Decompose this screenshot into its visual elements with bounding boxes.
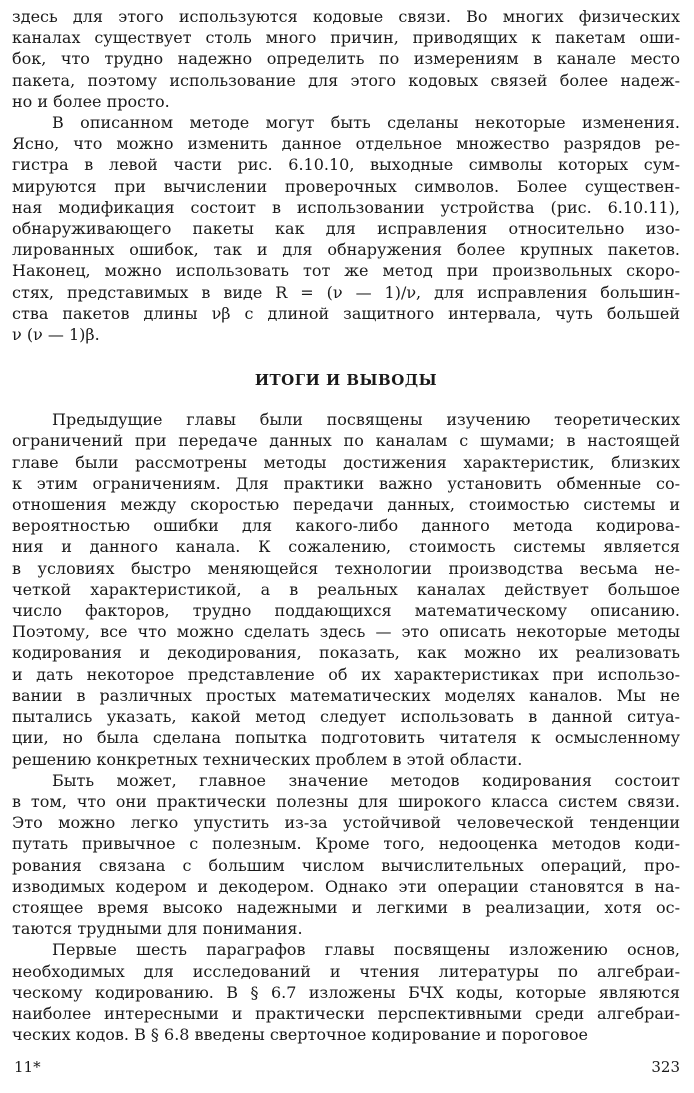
text-line: наиболее интересными и практически перспективными среди алгебраи- [12, 1003, 680, 1023]
text-line: ная модификация состоит в использовании устройства (рис. 6.10.11), [12, 197, 680, 217]
text-line: Ясно, что можно изменить данное отдельное множество разрядов ре- [12, 134, 680, 154]
text-line: четкой характеристикой, а в реальных каналах действует большое [12, 579, 680, 599]
text-line: стях, представимых в виде R = (ν — 1)/ν, для исправления большин- [12, 282, 680, 302]
spacer [12, 345, 680, 370]
text-line: в условиях быстро меняющейся технологии производства весьма не- [12, 558, 680, 578]
text-line: вании в различных простых математических моделях каналов. Мы не [12, 685, 680, 705]
text-line: пытались указать, какой метод следует использовать в данной ситуа- [12, 707, 680, 727]
paragraph [12, 939, 680, 1045]
text-line: к этим ограничениям. Для практики важно установить обменные со- [12, 473, 680, 493]
text-line: ческому кодированию. В § 6.7 изложены БЧХ коды, которые являются [12, 982, 680, 1002]
paragraph [12, 112, 680, 345]
text-line: ческих кодов. В § 6.8 введены сверточное кодирование и пороговое [12, 1025, 588, 1045]
paragraph [12, 6, 680, 112]
text-line: число факторов, трудно поддающихся математическому описанию. [12, 601, 680, 621]
text-line: гистра в левой части рис. 6.10.10, выходные символы которых сум- [12, 155, 680, 175]
text-line: ограничений при передаче данных по каналам с шумами; в настоящей [12, 431, 680, 451]
signature-mark: 11* [14, 1058, 41, 1076]
text-line: Предыдущие главы были посвящены изучению теоретических [52, 410, 680, 430]
text-line: отношения между скоростью передачи данных, стоимостью системы и [12, 495, 680, 515]
text-line: пакета, поэтому использование для этого кодовых связей более надеж- [12, 70, 680, 90]
text-line: каналах существует столь много причин, приводящих к пакетам оши- [12, 28, 680, 48]
text-line: таются трудными для понимания. [12, 919, 303, 939]
text-line: и дать некоторое представление об их характеристиках при использо- [12, 664, 680, 684]
text-line: изводимых кодером и декодером. Однако эти операции становятся в на- [12, 876, 680, 896]
text-line: мируются при вычислении проверочных символов. Более существен- [12, 176, 680, 196]
spacer [12, 391, 680, 409]
text-line: Наконец, можно использовать тот же метод при произвольных скоро- [12, 261, 680, 281]
text-line: Это можно легко упустить из-за устойчивой человеческой тенденции [12, 813, 680, 833]
text-line: бок, что трудно надежно определить по измерениям в канале место [12, 49, 680, 69]
text-line: главе были рассмотрены методы достижения характеристик, близких [12, 452, 680, 472]
text-line: лированных ошибок, так и для обнаружения более крупных пакетов. [12, 240, 680, 260]
text-line: Поэтому, все что можно сделать здесь — это описать некоторые методы [12, 622, 680, 642]
text-line: Быть может, главное значение методов кодирования состоит [52, 770, 680, 790]
paragraph [12, 409, 680, 769]
section-heading: ИТОГИ И ВЫВОДЫ [254, 371, 438, 390]
text-block-bottom [12, 409, 680, 1045]
text-line: ства пакетов длины νβ с длиной защитного интервала, чуть большей [12, 303, 680, 323]
text-line: вероятностью ошибки для какого-либо данного метода кодирова- [12, 516, 680, 536]
text-line: Первые шесть параграфов главы посвящены изложению основ, [52, 940, 680, 960]
text-line: стоящее время высоко надежными и легкими в реализации, хотя ос- [12, 897, 680, 917]
text-line: здесь для этого используются кодовые связи. Во многих физических [12, 7, 680, 26]
text-line: путать привычное с полезным. Кроме того, недооценка методов коди- [12, 834, 680, 854]
text-line: обнаруживающего пакеты как для исправления относительно изо- [12, 219, 680, 239]
text-block-top [12, 6, 680, 345]
book-page [12, 6, 680, 1086]
text-line: ния и данного канала. К сожалению, стоимость системы является [12, 537, 680, 557]
text-line: ν (ν — 1)β. [12, 325, 100, 345]
text-line: рования связана с большим числом вычислительных операций, про- [12, 855, 680, 875]
text-line: в том, что они практически полезны для широкого класса систем связи. [12, 791, 680, 811]
text-line: В описанном методе могут быть сделаны некоторые изменения. [52, 113, 680, 133]
text-line: но и более просто. [12, 91, 170, 111]
text-line: решению конкретных технических проблем в этой области. [12, 749, 523, 769]
page-number: 323 [651, 1058, 680, 1076]
page-footer [12, 1056, 680, 1078]
text-line: необходимых для исследований и чтения литературы по алгебраи- [12, 961, 680, 981]
text-line: ции, но была сделана попытка подготовить читателя к осмысленному [12, 728, 680, 748]
text-line: кодирования и декодирования, показать, как можно их реализовать [12, 643, 680, 663]
paragraph [12, 770, 680, 940]
